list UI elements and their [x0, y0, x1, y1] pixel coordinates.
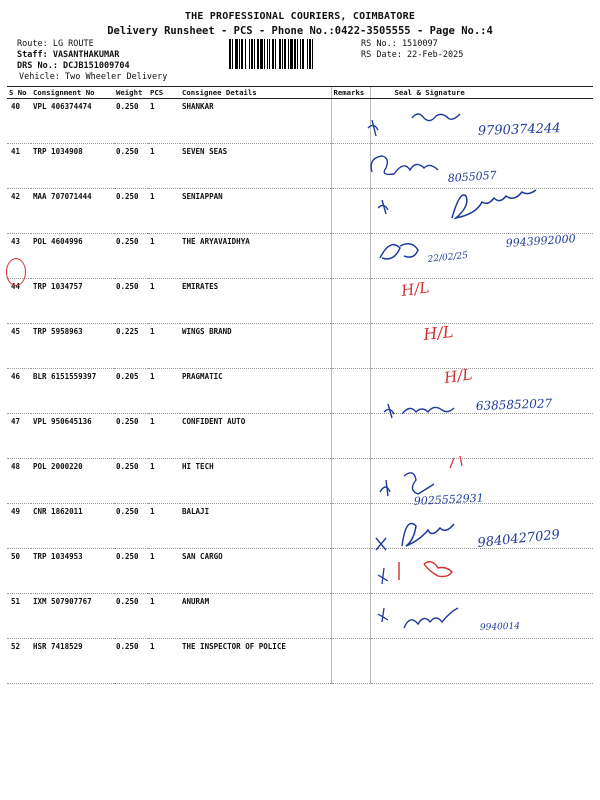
cell-weight: 0.250	[114, 594, 148, 639]
cell-weight: 0.250	[114, 234, 148, 279]
cell-weight: 0.250	[114, 504, 148, 549]
cell-consignment: CNR 1862011	[31, 504, 114, 549]
cell-remarks	[331, 99, 370, 144]
cell-pcs: 1	[148, 234, 180, 279]
col-signature-header: Seal & Signature	[370, 87, 593, 99]
cell-consignee: HI TECH	[180, 459, 331, 504]
col-sno-header: S No	[7, 87, 31, 99]
cell-consignee: PRAGMATIC	[180, 369, 331, 414]
handwritten-note: H/L	[400, 278, 431, 300]
vehicle-text: Vehicle: Two Wheeler Delivery	[19, 72, 168, 82]
cell-consignee: SENIAPPAN	[180, 189, 331, 234]
cell-consignment: MAA 707071444	[31, 189, 114, 234]
cell-pcs: 1	[148, 99, 180, 144]
cell-sno: 42	[7, 189, 31, 234]
cell-remarks	[331, 504, 370, 549]
cell-sno: 49	[7, 504, 31, 549]
cell-consignee: SEVEN SEAS	[180, 144, 331, 189]
col-weight-header: Weight	[114, 87, 148, 99]
handwritten-note: H/L	[443, 365, 474, 387]
cell-remarks	[331, 414, 370, 459]
cell-consignee: WINGS BRAND	[180, 324, 331, 369]
cell-remarks	[331, 549, 370, 594]
cell-signature	[370, 504, 593, 549]
table-row	[7, 99, 593, 144]
cell-consignee: ANURAM	[180, 594, 331, 639]
cell-consignment: TRP 1034953	[31, 549, 114, 594]
cell-pcs: 1	[148, 324, 180, 369]
cell-pcs: 1	[148, 189, 180, 234]
table-row	[7, 189, 593, 234]
cell-signature	[370, 414, 593, 459]
table-row	[7, 324, 593, 369]
cell-sno: 48	[7, 459, 31, 504]
cell-signature	[370, 279, 593, 324]
rs-date-text: RS Date: 22-Feb-2025	[361, 50, 464, 60]
cell-consignee: THE INSPECTOR OF POLICE	[180, 639, 331, 684]
table-row	[7, 279, 593, 324]
cell-sno: 40	[7, 99, 31, 144]
cell-weight: 0.250	[114, 459, 148, 504]
cell-remarks	[331, 234, 370, 279]
cell-weight: 0.250	[114, 189, 148, 234]
col-remarks-header: Remarks	[331, 87, 370, 99]
cell-signature	[370, 549, 593, 594]
table-row	[7, 144, 593, 189]
cell-sno: 41	[7, 144, 31, 189]
handwritten-phone: 6385852027	[475, 396, 553, 413]
cell-signature	[370, 459, 593, 504]
table-row	[7, 459, 593, 504]
runsheet-subtitle: Delivery Runsheet - PCS - Phone No.:0422-3505555 - Page No.:4	[107, 25, 493, 37]
cell-sno: 50	[7, 549, 31, 594]
cell-pcs: 1	[148, 279, 180, 324]
col-consignee-header: Consignee Details	[180, 87, 331, 99]
cell-consignment: BLR 6151559397	[31, 369, 114, 414]
cell-consignee: THE ARYAVAIDHYA	[180, 234, 331, 279]
cell-pcs: 1	[148, 549, 180, 594]
cell-pcs: 1	[148, 414, 180, 459]
cell-signature	[370, 99, 593, 144]
cell-weight: 0.205	[114, 369, 148, 414]
cell-pcs: 1	[148, 639, 180, 684]
cell-weight: 0.250	[114, 639, 148, 684]
cell-signature	[370, 321, 593, 369]
cell-consignment: TRP 1034908	[31, 144, 114, 189]
handwritten-phone: 9943992000	[505, 232, 577, 250]
cell-remarks	[331, 639, 370, 684]
cell-consignee: BALAJI	[180, 504, 331, 549]
runsheet-table	[7, 86, 593, 684]
cell-remarks	[331, 189, 370, 234]
cell-signature	[370, 189, 593, 234]
handwritten-phone: 9025552931	[413, 491, 485, 508]
cell-sno: 43	[7, 234, 31, 279]
cell-signature	[370, 144, 593, 189]
cell-signature	[370, 369, 593, 414]
cell-weight: 0.250	[114, 279, 148, 324]
cell-signature	[370, 639, 593, 684]
handwritten-phone: 8055057	[447, 168, 498, 185]
table-row	[7, 594, 593, 639]
cell-remarks	[331, 144, 370, 189]
handwritten-phone: 9790374244	[477, 121, 561, 139]
cell-remarks	[331, 279, 370, 324]
cell-remarks	[331, 594, 370, 639]
cell-weight: 0.250	[114, 414, 148, 459]
col-consignment-header: Consignment No	[31, 87, 114, 99]
cell-consignment: POL 4604996	[31, 234, 114, 279]
cell-remarks	[331, 324, 370, 369]
table-row	[7, 504, 593, 549]
cell-pcs: 1	[148, 369, 180, 414]
route-text: Route: LG ROUTE	[17, 39, 94, 49]
cell-weight: 0.250	[114, 99, 148, 144]
barcode-image	[229, 39, 357, 69]
cell-sno: 44	[7, 279, 31, 324]
drs-text: DRS No.: DCJB151009704	[17, 61, 130, 71]
cell-signature	[370, 594, 593, 639]
cell-weight: 0.250	[114, 549, 148, 594]
cell-weight: 0.250	[114, 144, 148, 189]
cell-sno: 51	[7, 594, 31, 639]
cell-consignee: CONFIDENT AUTO	[180, 414, 331, 459]
cell-consignment: TRP 5958963	[31, 324, 114, 369]
cell-consignee: EMIRATES	[180, 279, 331, 324]
handwritten-phone: 9940014	[479, 621, 521, 633]
cell-weight: 0.225	[114, 324, 148, 369]
staff-text: Staff: VASANTHAKUMAR	[17, 50, 120, 60]
handwritten-phone: 9840427029	[476, 527, 561, 551]
red-circle-mark	[6, 258, 26, 286]
cell-sno: 52	[7, 639, 31, 684]
cell-consignment: VPL 950645136	[31, 414, 114, 459]
rs-no-text: RS No.: 1510097	[361, 39, 438, 49]
cell-consignee: SAN CARGO	[180, 549, 331, 594]
cell-consignment: TRP 1034757	[31, 279, 114, 324]
table-row	[7, 549, 593, 594]
table-row	[7, 234, 593, 279]
cell-consignment: HSR 7418529	[31, 639, 114, 684]
cell-sno: 45	[7, 324, 31, 369]
handwritten-date: 22/02/25	[427, 250, 469, 265]
table-row	[7, 414, 593, 459]
company-title: THE PROFESSIONAL COURIERS, COIMBATORE	[184, 11, 416, 22]
cell-pcs: 1	[148, 504, 180, 549]
col-pcs-header: PCS	[148, 87, 180, 99]
cell-pcs: 1	[148, 594, 180, 639]
cell-consignment: IXM 507907767	[31, 594, 114, 639]
table-row	[7, 369, 593, 414]
table-row	[7, 639, 593, 684]
table-header-row	[7, 87, 593, 99]
cell-signature	[370, 234, 593, 279]
cell-consignment: POL 2000220	[31, 459, 114, 504]
cell-consignee: SHANKAR	[180, 99, 331, 144]
cell-consignment: VPL 406374474	[31, 99, 114, 144]
cell-remarks	[331, 459, 370, 504]
cell-sno: 46	[7, 369, 31, 414]
cell-pcs: 1	[148, 459, 180, 504]
cell-sno: 47	[7, 414, 31, 459]
handwritten-note: H/L	[422, 321, 455, 344]
cell-remarks	[331, 369, 370, 414]
cell-pcs: 1	[148, 144, 180, 189]
